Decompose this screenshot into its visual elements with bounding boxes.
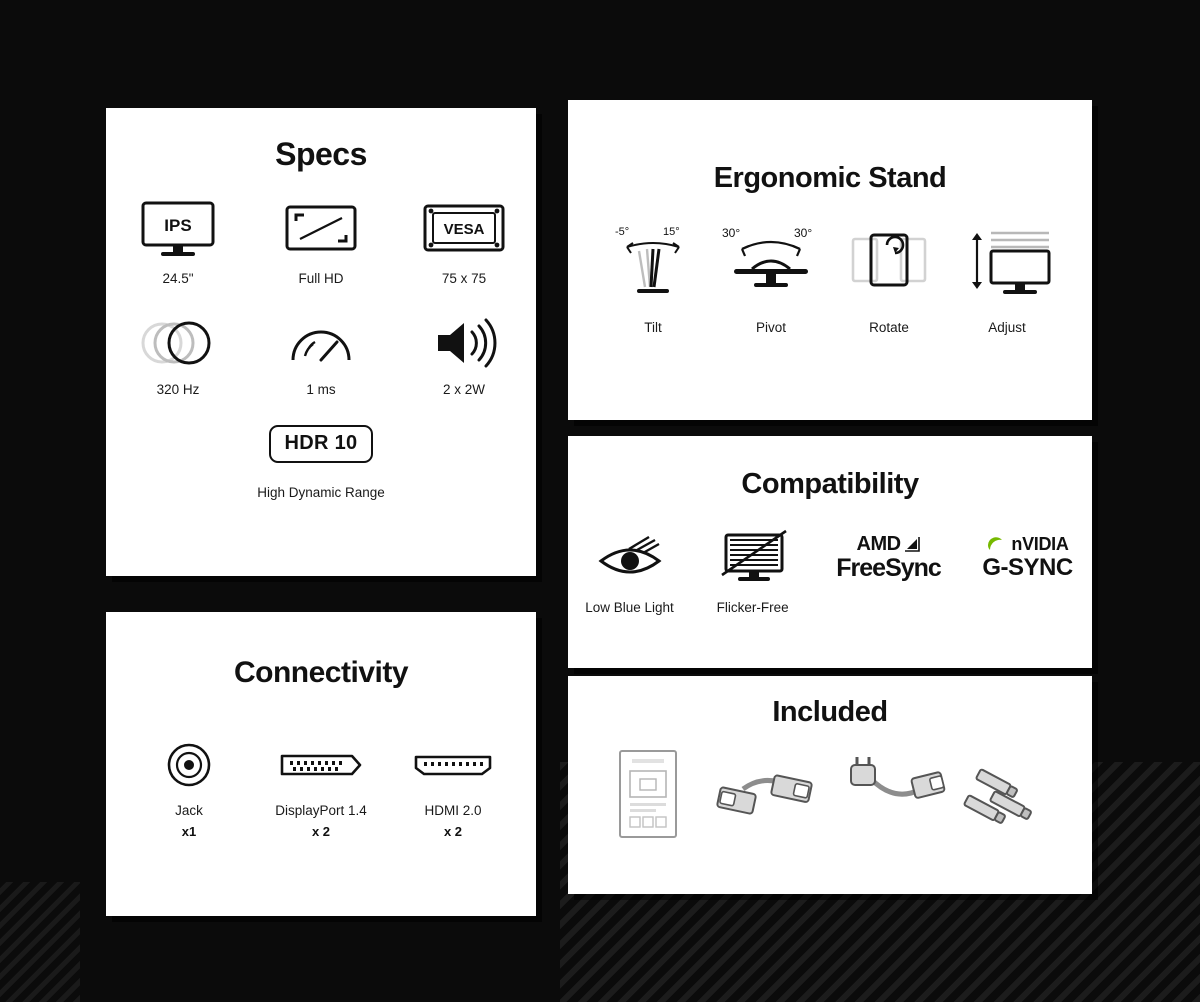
connectivity-item-hdmi (387, 740, 519, 839)
displayport-cable-icon (713, 743, 823, 853)
included-item-screws (954, 743, 1078, 853)
connectivity-qty-hdmi: x 2 (443, 824, 463, 840)
compatibility-label-flicker-free: Flicker-Free (716, 600, 789, 615)
specs-row-2 (106, 314, 536, 399)
quick-start-guide-icon (596, 743, 692, 853)
compatibility-item-flicker-free (691, 527, 814, 617)
nvidia-gsync-icon (982, 527, 1072, 589)
hdr-badge: HDR 10 (269, 425, 374, 463)
compatibility-item-freesync (814, 527, 963, 589)
svg-text:IPS: IPS (164, 216, 192, 235)
amd-wordmark: AMD (856, 533, 901, 555)
fullhd-frame-icon (278, 199, 364, 261)
spec-item-fullhd (250, 199, 393, 288)
stand-label-adjust: Adjust (988, 320, 1026, 335)
specs-row-1 (106, 199, 536, 288)
connectivity-item-jack (123, 740, 255, 839)
included-item-dp-cable (706, 743, 830, 853)
compatibility-card (568, 436, 1092, 668)
hdr-caption: High Dynamic Range (257, 485, 385, 501)
stand-title: Ergonomic Stand (713, 162, 947, 194)
low-blue-light-eye-icon (587, 527, 673, 589)
connectivity-label-hdmi: HDMI 2.0 (424, 803, 482, 818)
spec-item-hdr (106, 425, 536, 502)
connectivity-card (106, 612, 536, 916)
connectivity-qty-displayport: x 2 (311, 824, 331, 840)
spec-label-speaker: 2 x 2W (442, 382, 485, 398)
tilt-icon (601, 221, 705, 305)
spec-label-refresh: 320 Hz (156, 382, 200, 398)
amd-freesync-icon (836, 527, 941, 589)
connectivity-qty-jack: x1 (181, 824, 197, 840)
compatibility-label-low-blue-light: Low Blue Light (585, 600, 674, 615)
svg-text:VESA: VESA (443, 221, 485, 238)
spec-item-ips (107, 199, 250, 288)
included-card (568, 676, 1092, 894)
spec-label-vesa: 75 x 75 (441, 271, 487, 286)
spec-label-response: 1 ms (306, 382, 336, 398)
connectivity-label-jack: Jack (175, 803, 203, 818)
pivot-angle-left: 30° (722, 226, 741, 240)
connectivity-item-displayport (255, 740, 387, 839)
connectivity-grid (106, 740, 536, 839)
included-title: Included (772, 696, 888, 728)
tilt-angle-left: -5° (615, 226, 630, 238)
included-item-guide (582, 743, 706, 853)
height-adjust-icon (955, 221, 1059, 305)
stand-label-tilt: Tilt (644, 320, 662, 335)
specs-grid (106, 199, 536, 503)
pivot-angle-right: 30° (794, 226, 813, 240)
specs-title: Specs (275, 136, 367, 172)
spec-item-vesa (393, 199, 536, 288)
nvidia-wordmark: nVIDIA (1011, 534, 1069, 554)
compatibility-item-gsync (963, 527, 1092, 589)
vesa-mount-icon (419, 199, 509, 261)
compatibility-grid (568, 527, 1092, 617)
gsync-wordmark: G-SYNC (982, 554, 1073, 581)
hdmi-icon (406, 740, 500, 790)
spec-item-speaker (393, 314, 536, 399)
response-time-gauge-icon (275, 314, 367, 372)
included-item-power-cable (830, 743, 954, 853)
flicker-free-monitor-icon (710, 527, 796, 589)
monitor-ips-icon (135, 199, 221, 261)
stand-label-rotate: Rotate (869, 320, 909, 335)
audio-jack-icon (163, 740, 215, 790)
stand-label-pivot: Pivot (755, 320, 786, 335)
compatibility-title: Compatibility (741, 468, 919, 500)
connectivity-title: Connectivity (233, 656, 409, 689)
rotate-icon (837, 221, 941, 305)
compatibility-item-low-blue-light (568, 527, 691, 617)
specs-card (106, 108, 536, 576)
speaker-icon (418, 314, 510, 372)
stand-item-tilt (594, 221, 712, 337)
spec-item-response (250, 314, 393, 399)
stand-grid (568, 221, 1092, 337)
pivot-icon (712, 221, 830, 305)
spec-item-refresh (107, 314, 250, 399)
stand-item-rotate (830, 221, 948, 337)
connectivity-label-displayport: DisplayPort 1.4 (275, 803, 367, 818)
tilt-angle-right: 15° (663, 226, 680, 238)
background-stripes-left (0, 882, 80, 1002)
stand-item-adjust (948, 221, 1066, 337)
ergonomic-stand-card (568, 100, 1092, 420)
spec-label-ips: 24.5" (162, 271, 194, 286)
displayport-icon (274, 740, 368, 790)
refresh-rate-icon (132, 314, 224, 372)
freesync-wordmark: FreeSync (836, 554, 941, 582)
included-grid (568, 743, 1092, 853)
stand-screws-icon (961, 743, 1071, 853)
stand-item-pivot (712, 221, 830, 337)
spec-label-fullhd: Full HD (298, 271, 344, 286)
power-cable-icon (837, 743, 947, 853)
